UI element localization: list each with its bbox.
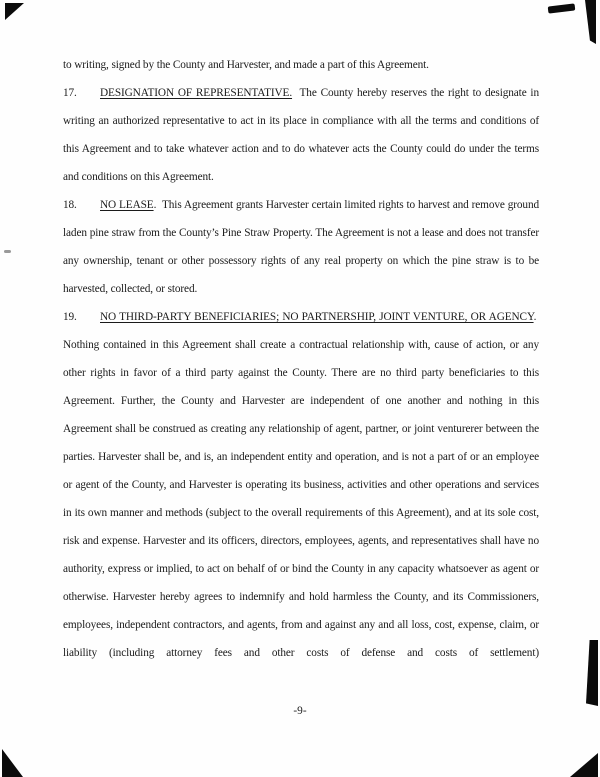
section-heading-terminator: . xyxy=(153,199,157,211)
page-number: -9- xyxy=(293,705,307,717)
scan-artifact-left-edge xyxy=(4,250,11,253)
scan-artifact-bottom-right xyxy=(570,753,598,777)
continuation-text: to writing, signed by the County and Harvester, and made a part of this Agreement. xyxy=(63,59,429,71)
section-heading: DESIGNATION OF REPRESENTATIVE. xyxy=(100,87,293,99)
section-body: The County hereby reserves the right to designate in writing an authorized representative to act in its place in compliance with all the terms and conditions of this Agreement and to take whatever action and to do whatever acts the County could do under the terms and conditions on this Agreement. xyxy=(63,87,539,183)
section-number: 19. xyxy=(63,311,77,323)
section-body: Nothing contained in this Agreement shall create a contractual relationship with, cause of action, or any other rights in favor of a third party against the County. There are no third party beneficiaries to this Agreement. Further, the County and Harvester are independent of one another and nothing in this Agreement shall be construed as creating any relationship of agent, partner, or joint venturerer between the parties. Harvester shall be, and is, an independent entity and operation, and is not a part of or an employee or agent of the County, and Harvester is operating its business, activities and other operations and services in its own manner and methods (subject to the overall requirements of this Agreement), and at its sole cost, risk and expense. Harvester and its officers, directors, employees, agents, and representatives shall have no authority, express or implied, to act on behalf of or bind the County in any capacity whatsoever as agent or otherwise. Harvester hereby agrees to indemnify and hold harmless the County, and its Commissioners, employees, independent contractors, and agents, from and against any and all loss, cost, expense, claim, or liability (including attorney fees and other costs of defense and costs of settlement) xyxy=(63,339,539,659)
continuation-paragraph xyxy=(63,51,539,79)
document-body xyxy=(63,51,539,667)
section-number: 17. xyxy=(63,87,77,99)
section-number: 18. xyxy=(63,199,77,211)
scan-artifact-top-left xyxy=(5,3,24,20)
section-heading: NO LEASE xyxy=(100,199,154,211)
section-heading: NO THIRD-PARTY BENEFICIARIES; NO PARTNERSHIP, JOINT VENTURE, OR AGENCY xyxy=(100,311,534,323)
section-paragraph-17 xyxy=(63,79,539,191)
section-heading-terminator: . xyxy=(533,311,537,323)
scan-artifact-top-right xyxy=(548,3,576,13)
section-paragraph-19 xyxy=(63,303,539,667)
scan-artifact-bottom-left xyxy=(2,749,23,777)
section-paragraph-18 xyxy=(63,191,539,303)
section-body: This Agreement grants Harvester certain limited rights to harvest and remove ground laden pine straw from the County’s Pine Straw Property. The Agreement is not a lease and does not transfer any ownership, tenant or other possessory rights of any real property on which the pine straw is to be harvested, collected, or stored. xyxy=(63,199,539,295)
scan-artifact-right-edge-top xyxy=(585,0,596,44)
